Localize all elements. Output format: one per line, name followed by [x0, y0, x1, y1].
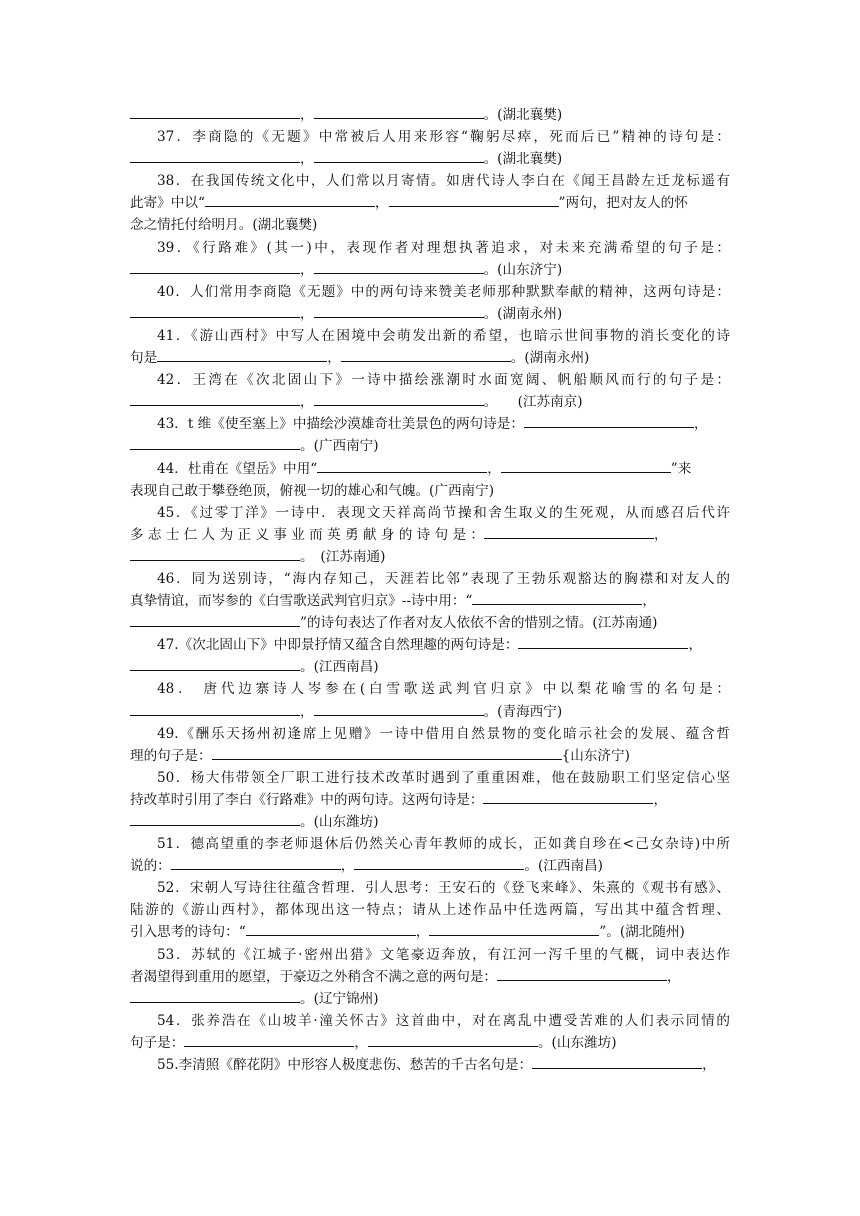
text-line — [130, 921, 730, 943]
answer-blank[interactable] — [184, 1032, 354, 1047]
answer-blank[interactable] — [524, 413, 694, 428]
line-tail: ”来 — [670, 460, 692, 477]
separator: ， — [340, 858, 355, 875]
separator: ， — [702, 1057, 716, 1074]
answer-blank[interactable] — [130, 104, 300, 119]
text-line — [130, 281, 730, 303]
answer-blank[interactable] — [314, 303, 484, 318]
text-line — [130, 590, 730, 612]
answer-blank[interactable] — [212, 745, 562, 760]
answer-blank[interactable] — [354, 855, 524, 870]
answer-blank[interactable] — [130, 303, 300, 318]
separator: ， — [688, 637, 703, 654]
line-text: 陆游的《游山西村》，都体现出这一特点；请从上述作品中任选两篇，写出其中蕴含哲理、 — [130, 902, 730, 919]
answer-blank[interactable] — [171, 855, 341, 870]
line-tail: 。(江西南昌) — [300, 659, 379, 676]
separator: ， — [487, 460, 501, 477]
text-line — [130, 237, 730, 259]
answer-blank[interactable] — [314, 391, 484, 406]
text-line — [130, 811, 730, 833]
line-text: 44．杜甫在《望岳》中用“ — [157, 460, 318, 477]
answer-blank[interactable] — [130, 259, 300, 274]
line-tail: 。(辽宁锦州) — [300, 990, 379, 1007]
answer-blank[interactable] — [130, 391, 300, 406]
line-text: 46．同为送别诗，“海内存知己，天涯若比邻”表现了王勃乐观豁达的胸襟和对友人的 — [157, 570, 730, 587]
text-line — [130, 988, 730, 1010]
answer-blank[interactable] — [429, 921, 599, 936]
line-tail: 。(湖南永州) — [510, 350, 590, 367]
text-line — [130, 723, 730, 745]
line-tail: 。(山东济宁) — [483, 261, 563, 278]
line-text: 42．王湾在《次北固山下》一诗中描绘涨潮时水面宽阔、帆船顺风而行的句子是： — [157, 372, 730, 389]
text-line — [130, 435, 730, 457]
answer-blank[interactable] — [205, 192, 375, 207]
line-tail: 。 (江苏南通) — [300, 548, 386, 565]
line-text: 持改革时引用了李白《行路难》中的两句诗。这两句诗是： — [130, 791, 484, 808]
answer-blank[interactable] — [130, 701, 300, 716]
text-line — [130, 214, 730, 236]
line-text: 句是 — [130, 350, 158, 367]
text-line — [130, 480, 730, 502]
line-tail: 。(湖南永州) — [483, 305, 563, 322]
answer-blank[interactable] — [130, 988, 300, 1003]
answer-blank[interactable] — [130, 811, 300, 826]
answer-blank[interactable] — [389, 192, 559, 207]
answer-blank[interactable] — [130, 435, 300, 450]
separator: ， — [667, 968, 681, 985]
line-tail: 。(山东潍坊) — [537, 1034, 617, 1051]
line-text: 41．《游山西村》中写人在困境中会萌发出新的希望，也暗示世间事物的消长变化的诗 — [157, 327, 730, 344]
line-tail: 。(湖北襄樊) — [483, 151, 563, 168]
answer-blank[interactable] — [368, 1032, 538, 1047]
answer-blank[interactable] — [314, 701, 484, 716]
answer-blank[interactable] — [341, 347, 511, 362]
line-text: 者渴望得到重用的愿望，于豪迈之外稍含不满之意的两句是： — [130, 968, 498, 985]
line-text: 真挚情谊，而岑参的《白雪歌送武判官归京》--诗中用：“ — [130, 593, 473, 610]
line-text: 39．《行路难》(其一)中，表现作者对理想执著追求，对未来充满希望的句子是： — [157, 239, 730, 256]
answer-blank[interactable] — [130, 546, 300, 561]
text-line — [130, 656, 730, 678]
answer-blank[interactable] — [497, 966, 667, 981]
line-text: 54．张养浩在《山坡羊·潼关怀古》这首曲中，对在离乱中遭受苦难的人们表示同情的 — [157, 1012, 730, 1029]
line-text: 49.《酬乐天扬州初逢席上见赠》一诗中借用自然景物的变化暗示社会的发展、蕴含哲 — [157, 725, 730, 742]
text-line — [130, 789, 730, 811]
line-text: 40．人们常用李商隐《无题》中的两句诗来赞美老师那种默默奉献的精神，这两句诗是： — [157, 283, 730, 300]
line-tail: 。 (江苏南京) — [483, 394, 583, 411]
line-tail: 。(湖北襄樊) — [483, 107, 563, 123]
line-text: 句子是： — [130, 1034, 185, 1051]
text-line — [130, 347, 730, 369]
line-tail: ”两句，把对友人的怀 — [558, 195, 688, 212]
separator: ， — [300, 261, 314, 278]
text-line — [130, 369, 730, 391]
line-text: 45．《过零丁洋》一诗中．表现文天祥高尚节操和舍生取义的生死观，从而感召后代许 — [157, 504, 730, 521]
answer-blank[interactable] — [314, 148, 484, 163]
text-line — [130, 502, 730, 524]
separator: ， — [653, 791, 668, 808]
text-line — [130, 966, 730, 988]
separator: ， — [300, 703, 314, 720]
text-line — [130, 192, 730, 214]
answer-blank[interactable] — [130, 656, 300, 671]
line-text: 37．李商隐的《无题》中常被后人用来形容“鞠躬尽瘁，死而后已”精神的诗句是： — [157, 129, 730, 146]
text-line — [130, 855, 730, 877]
text-line — [130, 678, 730, 700]
line-text: 48． 唐代边寨诗人岑参在(白雪歌送武判官归京》中以梨花喻雪的名句是： — [157, 681, 730, 698]
answer-blank[interactable] — [130, 148, 300, 163]
line-tail: ”的诗句表达了作者对友人依依不舍的惜别之情。(江苏南通) — [300, 615, 658, 632]
line-tail: ”。(湖北随州) — [599, 924, 685, 941]
answer-blank[interactable] — [157, 347, 327, 362]
line-text: 50．杨大伟带领全厂职工进行技术改革时遇到了重重困难，他在鼓励职工们坚定信心坚 — [157, 769, 730, 786]
text-line — [130, 413, 730, 435]
text-line — [130, 1054, 730, 1076]
text-line — [130, 833, 730, 855]
answer-blank[interactable] — [130, 612, 300, 627]
line-text: 52．宋朝人写诗往往蕴含哲理．引人思考：王安石的《登飞来峰》、朱熹的《观书有感》、 — [157, 880, 730, 897]
separator: ， — [300, 394, 314, 411]
text-line — [130, 877, 730, 899]
line-text: 47.《次北固山下》中即景抒情又蕴含自然理趣的两句诗是： — [157, 637, 519, 654]
answer-blank[interactable] — [501, 458, 671, 473]
answer-blank[interactable] — [317, 458, 487, 473]
line-text: 43．t 维《使至塞上》中描绘沙漠雄奇壮美景色的两句诗是： — [157, 416, 524, 433]
answer-blank[interactable] — [532, 1054, 702, 1069]
line-text: 55.李清照《醉花阴》中形容人极度悲伤、愁苦的千古名句是： — [157, 1057, 533, 1074]
line-tail: 。(青海西宁) — [483, 703, 563, 720]
text-line — [130, 126, 730, 148]
text-line — [130, 148, 730, 170]
line-tail: {山东济宁) — [561, 747, 630, 764]
line-text: 51．德高望重的李老师退休后仍然关心青年教师的成长，正如龚自珍在<己女杂诗)中所 — [157, 836, 730, 853]
line-tail: 。(广西南宁) — [300, 438, 379, 455]
text-line — [130, 303, 730, 325]
text-line — [130, 325, 730, 347]
separator: ， — [374, 195, 389, 212]
question-list — [130, 104, 730, 1076]
separator: ， — [642, 593, 656, 610]
answer-blank[interactable] — [314, 259, 484, 274]
separator: ， — [300, 107, 314, 123]
separator: ， — [653, 526, 668, 543]
separator: ， — [415, 924, 430, 941]
line-text: 表现自己敢于攀登绝顶，俯视一切的雄心和气魄。(广西南宁) — [130, 482, 495, 499]
text-line — [130, 612, 730, 634]
line-tail: 。(山东潍坊) — [300, 814, 379, 830]
separator: ， — [300, 305, 314, 322]
text-line — [130, 701, 730, 723]
text-line — [130, 391, 730, 413]
line-text: 此寄》中以“ — [130, 195, 205, 212]
text-line — [130, 170, 730, 192]
text-line — [130, 524, 730, 546]
separator: ， — [354, 1034, 368, 1051]
answer-blank[interactable] — [472, 590, 642, 605]
line-tail: 。(江西南昌) — [524, 858, 603, 875]
separator: ， — [327, 350, 341, 367]
answer-blank[interactable] — [246, 921, 416, 936]
line-text: 理的句子是： — [130, 747, 212, 764]
answer-blank[interactable] — [518, 634, 688, 649]
text-line — [130, 767, 730, 789]
line-text: 说的： — [130, 858, 171, 875]
text-line — [130, 634, 730, 656]
text-line — [130, 899, 730, 921]
line-text: 38．在我国传统文化中，人们常以月寄情。如唐代诗人李白在《闻王昌龄左迁龙标遥有 — [157, 173, 730, 190]
text-line — [130, 458, 730, 480]
text-line — [130, 259, 730, 281]
text-line — [130, 568, 730, 590]
text-line — [130, 745, 730, 767]
separator: ， — [300, 151, 314, 168]
answer-blank[interactable] — [484, 524, 654, 539]
text-line — [130, 1032, 730, 1054]
answer-blank[interactable] — [314, 104, 484, 119]
text-line — [130, 1010, 730, 1032]
line-text: 53．苏轼的《江城子·密州出猎》文笔豪迈奔放，有江河一泻千里的气概，词中表达作 — [157, 946, 730, 963]
text-line — [130, 944, 730, 966]
line-text: 引入思考的诗句：“ — [130, 924, 246, 941]
text-line — [130, 546, 730, 568]
line-text: 念之情托付给明月。(湖北襄樊) — [130, 217, 318, 234]
text-line — [130, 104, 730, 126]
separator: ， — [693, 416, 708, 433]
line-text: 多 志 士 仁 人 为 正 义 事 业 而 英 勇 献 身 的 诗 句 是 ： — [130, 526, 484, 543]
answer-blank[interactable] — [483, 789, 653, 804]
